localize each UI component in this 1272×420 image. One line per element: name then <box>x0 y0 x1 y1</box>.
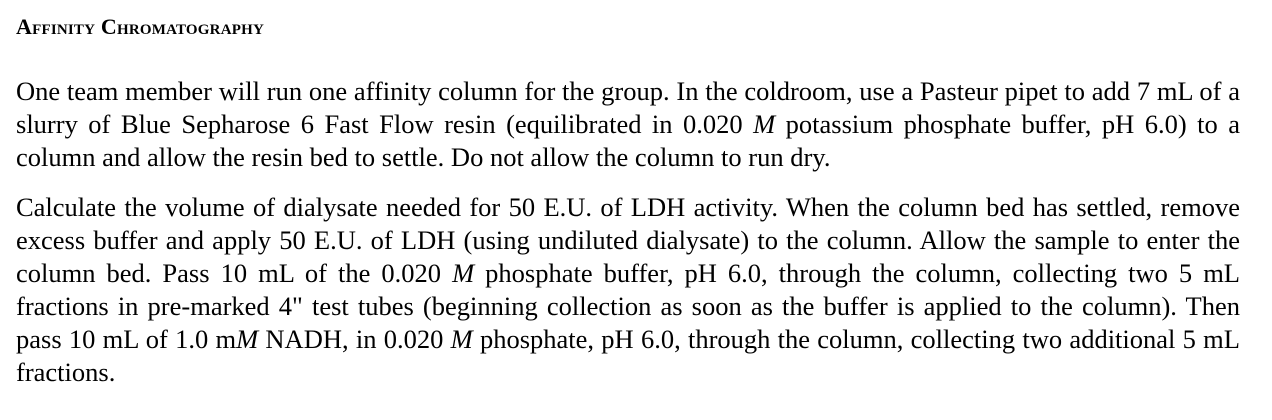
molar-unit: M <box>753 109 776 139</box>
paragraph-sample-elution <box>16 191 1240 389</box>
text-run: phosphate buffer, pH 6.0, through the column, collecting two 5 mL fractions in pre-marked 4" test tubes (beginning collection as soon as the buffer is applied to the column). Then pass 10 mL of 1.0 m <box>16 258 1240 354</box>
paragraph-column-setup <box>16 75 1240 174</box>
molar-unit: M <box>452 258 475 288</box>
molar-unit: M <box>450 324 473 354</box>
document-page <box>16 0 1240 389</box>
text-run: NADH, in 0.020 <box>258 324 451 354</box>
section-heading: Affinity Chromatography <box>16 14 264 39</box>
text-run: phosphate, pH 6.0, through the column, collecting two additional 5 mL fractions. <box>16 324 1240 387</box>
text-run: Calculate the volume of dialysate needed for 50 E.U. of LDH activity. When the column bed has settled, remove excess buffer and apply 50 E.U. of LDH (using undiluted dialysate) to the column. Allow the sample to enter the column bed. Pass 10 mL of the 0.020 <box>16 192 1240 288</box>
molar-unit: M <box>236 324 259 354</box>
text-run: potassium phosphate buffer, pH 6.0) to a column and allow the resin bed to settle. Do not allow the column to run dry. <box>16 109 1240 172</box>
text-run: One team member will run one affinity column for the group. In the coldroom, use a Pasteur pipet to add 7 mL of a slurry of Blue Sepharose 6 Fast Flow resin (equilibrated in 0.020 <box>16 76 1240 139</box>
